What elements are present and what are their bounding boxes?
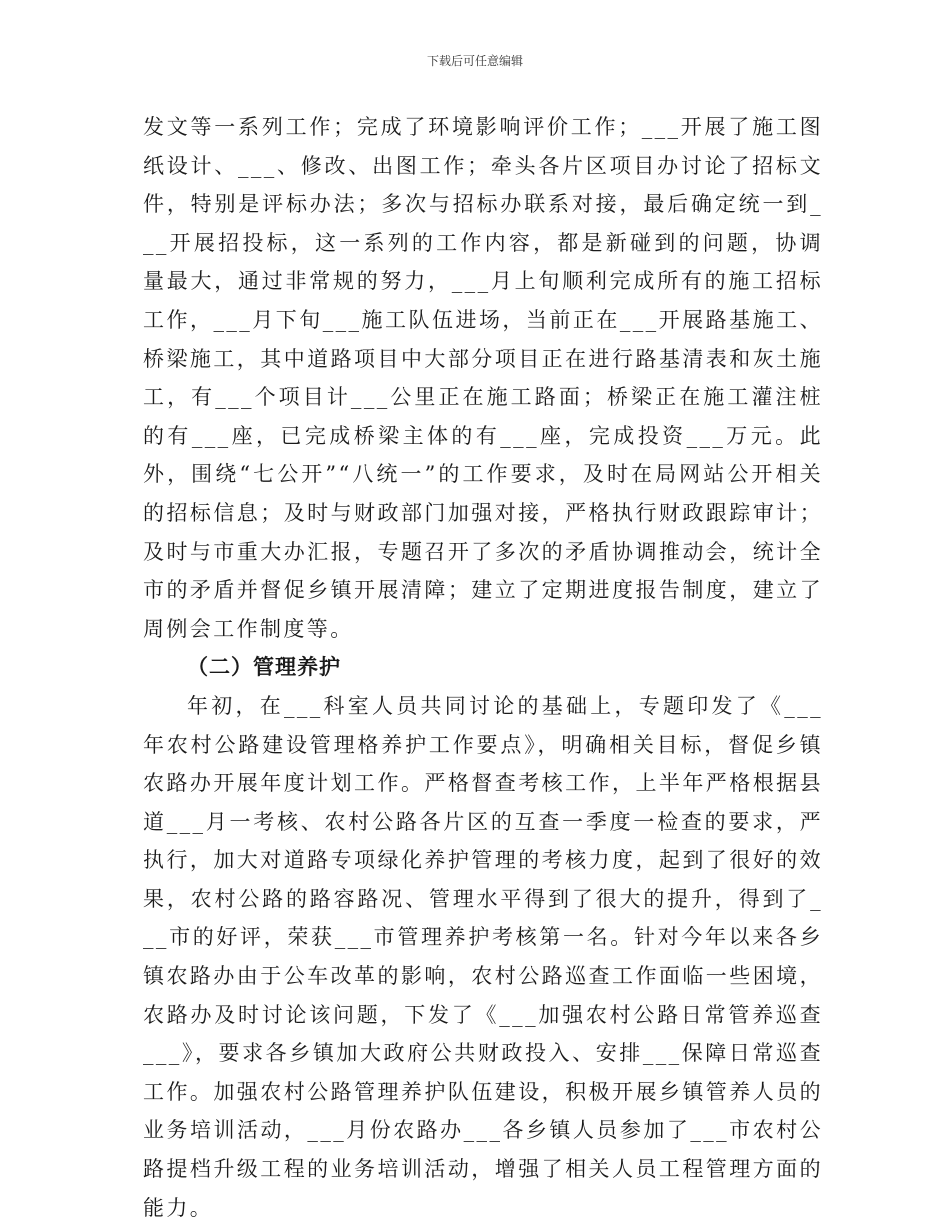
paragraph-management-maintenance: 年初，在___科室人员共同讨论的基础上，专题印发了《___年农村公路建设管理格养护工作要点》，明确相关目标，督促乡镇农路办开展年度计划工作。严格督查考核工作，上半年严格根据县道___月一考核、农村公路各片区的互查一季度一检查的要求，严执行，加大对道路专项绿化养护管理的考核力度，起到了很好的效果，农村公路的路容路况、管理水平得到了很大的提升，得到了___市的好评，荣获___市管理养护考核第一名。针对今年以来各乡镇农路办由于公车改革的影响，农村公路巡查工作面临一些困境，农路办及时讨论该问题，下发了《___加强农村公路日常管养巡查___》，要求各乡镇加大政府公共财政投入、安排___保障日常巡查工作。加强农村公路管理养护队伍建设，积极开展乡镇管养人员的业务培训活动，___月份农路办___各乡镇人员参加了___市农村公路提档升级工程的业务培训活动，增强了相关人员工程管理方面的能力。 bbox=[143, 693, 823, 1220]
document-body bbox=[143, 108, 823, 1227]
section-heading-management-maintenance: （二）管理养护 bbox=[187, 655, 341, 680]
page-header-note: 下载后可任意编辑 bbox=[426, 54, 523, 68]
paragraph-continued: 发文等一系列工作；完成了环境影响评价工作；___开展了施工图纸设计、___、修改、出图工作；牵头各片区项目办讨论了招标文件，特别是评标办法；多次与招标办联系对接，最后确定统一到___开展招投标，这一系列的工作内容，都是新碰到的问题，协调量最大，通过非常规的努力，___月上旬顺利完成所有的施工招标工作，___月下旬___施工队伍进场，当前正在___开展路基施工、桥梁施工，其中道路项目中大部分项目正在进行路基清表和灰土施工，有___个项目计___公里正在施工路面；桥梁正在施工灌注桩的有___座，已完成桥梁主体的有___座，完成投资___万元。此外，围绕“七公开”“八统一”的工作要求，及时在局网站公开相关的招标信息；及时与财政部门加强对接，严格执行财政跟踪审计；及时与市重大办汇报，专题召开了多次的矛盾协调推动会，统计全市的矛盾并督促乡镇开展清障；建立了定期进度报告制度，建立了周例会工作制度等。 bbox=[143, 115, 823, 641]
